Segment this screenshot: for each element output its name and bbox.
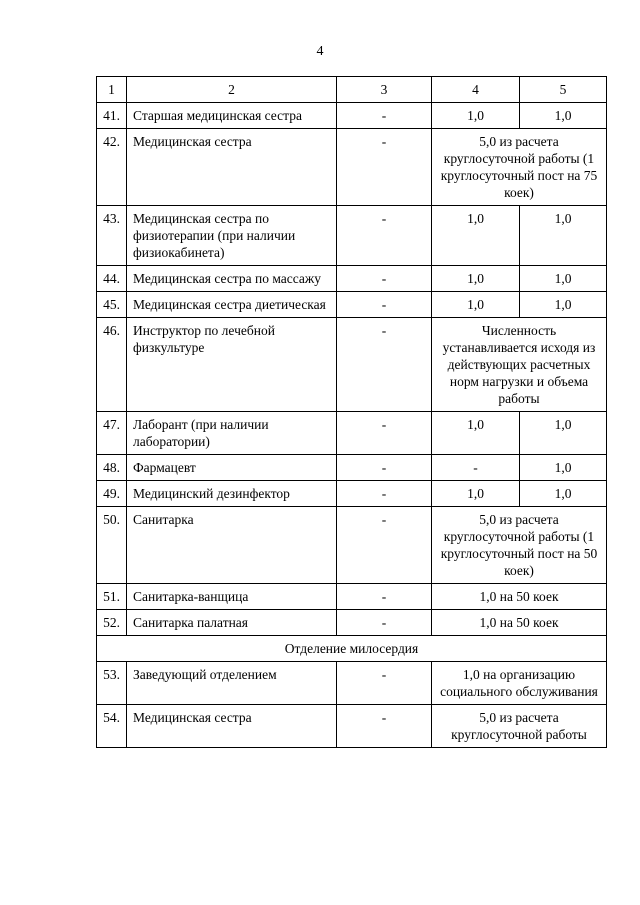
table-row: [97, 705, 607, 748]
col4-value: 1,0: [432, 481, 520, 507]
row-number: 48.: [97, 455, 127, 481]
position-name: Медицинская сестра: [127, 705, 337, 748]
position-name: Медицинская сестра по физиотерапии (при наличии физиокабинета): [127, 206, 337, 266]
col3-value: -: [337, 103, 432, 129]
col4-value: -: [432, 455, 520, 481]
position-name: Инструктор по лечебной физкультуре: [127, 318, 337, 412]
col3-value: -: [337, 318, 432, 412]
position-name: Медицинская сестра по массажу: [127, 266, 337, 292]
col4-value: 1,0: [432, 206, 520, 266]
page-number: 4: [316, 44, 324, 59]
section-title: Отделение милосердия: [97, 636, 607, 662]
position-name: Санитарка палатная: [127, 610, 337, 636]
col5-value: 1,0: [520, 455, 607, 481]
row-number: 50.: [97, 507, 127, 584]
position-name: Старшая медицинская сестра: [127, 103, 337, 129]
col3-value: -: [337, 206, 432, 266]
position-name: Заведующий отделением: [127, 662, 337, 705]
table-row: [97, 584, 607, 610]
row-number: 46.: [97, 318, 127, 412]
row-number: 54.: [97, 705, 127, 748]
table-row: [97, 318, 607, 412]
header-cell: 1: [97, 77, 127, 103]
merged-value: 1,0 на 50 коек: [432, 610, 607, 636]
col3-value: -: [337, 584, 432, 610]
staffing-table: [96, 76, 607, 748]
col4-value: 1,0: [432, 292, 520, 318]
col3-value: -: [337, 266, 432, 292]
col5-value: 1,0: [520, 412, 607, 455]
row-number: 52.: [97, 610, 127, 636]
header-cell: 5: [520, 77, 607, 103]
row-number: 44.: [97, 266, 127, 292]
col5-value: 1,0: [520, 292, 607, 318]
col4-value: 1,0: [432, 412, 520, 455]
col3-value: -: [337, 481, 432, 507]
col3-value: -: [337, 507, 432, 584]
col3-value: -: [337, 129, 432, 206]
col3-value: -: [337, 662, 432, 705]
position-name: Медицинская сестра: [127, 129, 337, 206]
merged-value: 1,0 на организацию социального обслуживания: [432, 662, 607, 705]
row-number: 53.: [97, 662, 127, 705]
row-number: 42.: [97, 129, 127, 206]
col3-value: -: [337, 455, 432, 481]
col3-value: -: [337, 412, 432, 455]
row-number: 43.: [97, 206, 127, 266]
table-row: [97, 292, 607, 318]
merged-value: 5,0 из расчета круглосуточной работы (1 круглосуточный пост на 50 коек): [432, 507, 607, 584]
row-number: 47.: [97, 412, 127, 455]
table-row: [97, 266, 607, 292]
col5-value: 1,0: [520, 103, 607, 129]
col3-value: -: [337, 292, 432, 318]
row-number: 51.: [97, 584, 127, 610]
col5-value: 1,0: [520, 266, 607, 292]
col5-value: 1,0: [520, 481, 607, 507]
table-row: [97, 481, 607, 507]
merged-value: 1,0 на 50 коек: [432, 584, 607, 610]
row-number: 45.: [97, 292, 127, 318]
table-row: [97, 206, 607, 266]
table-row: [97, 129, 607, 206]
col5-value: 1,0: [520, 206, 607, 266]
table-row: [97, 412, 607, 455]
col4-value: 1,0: [432, 266, 520, 292]
table-row: [97, 507, 607, 584]
position-name: Медицинская сестра диетическая: [127, 292, 337, 318]
table-row: [97, 103, 607, 129]
position-name: Медицинский дезинфектор: [127, 481, 337, 507]
header-cell: 3: [337, 77, 432, 103]
position-name: Санитарка-ванщица: [127, 584, 337, 610]
row-number: 49.: [97, 481, 127, 507]
header-cell: 2: [127, 77, 337, 103]
merged-value: Численность устанавливается исходя из действующих расчетных норм нагрузки и объема работы: [432, 318, 607, 412]
section-row: [97, 636, 607, 662]
position-name: Лаборант (при наличии лаборатории): [127, 412, 337, 455]
col3-value: -: [337, 610, 432, 636]
col4-value: 1,0: [432, 103, 520, 129]
merged-value: 5,0 из расчета круглосуточной работы: [432, 705, 607, 748]
position-name: Санитарка: [127, 507, 337, 584]
row-number: 41.: [97, 103, 127, 129]
table-row: [97, 610, 607, 636]
table-row: [97, 455, 607, 481]
table-header-row: [97, 77, 607, 103]
col3-value: -: [337, 705, 432, 748]
position-name: Фармацевт: [127, 455, 337, 481]
table-row: [97, 662, 607, 705]
merged-value: 5,0 из расчета круглосуточной работы (1 круглосуточный пост на 75 коек): [432, 129, 607, 206]
header-cell: 4: [432, 77, 520, 103]
